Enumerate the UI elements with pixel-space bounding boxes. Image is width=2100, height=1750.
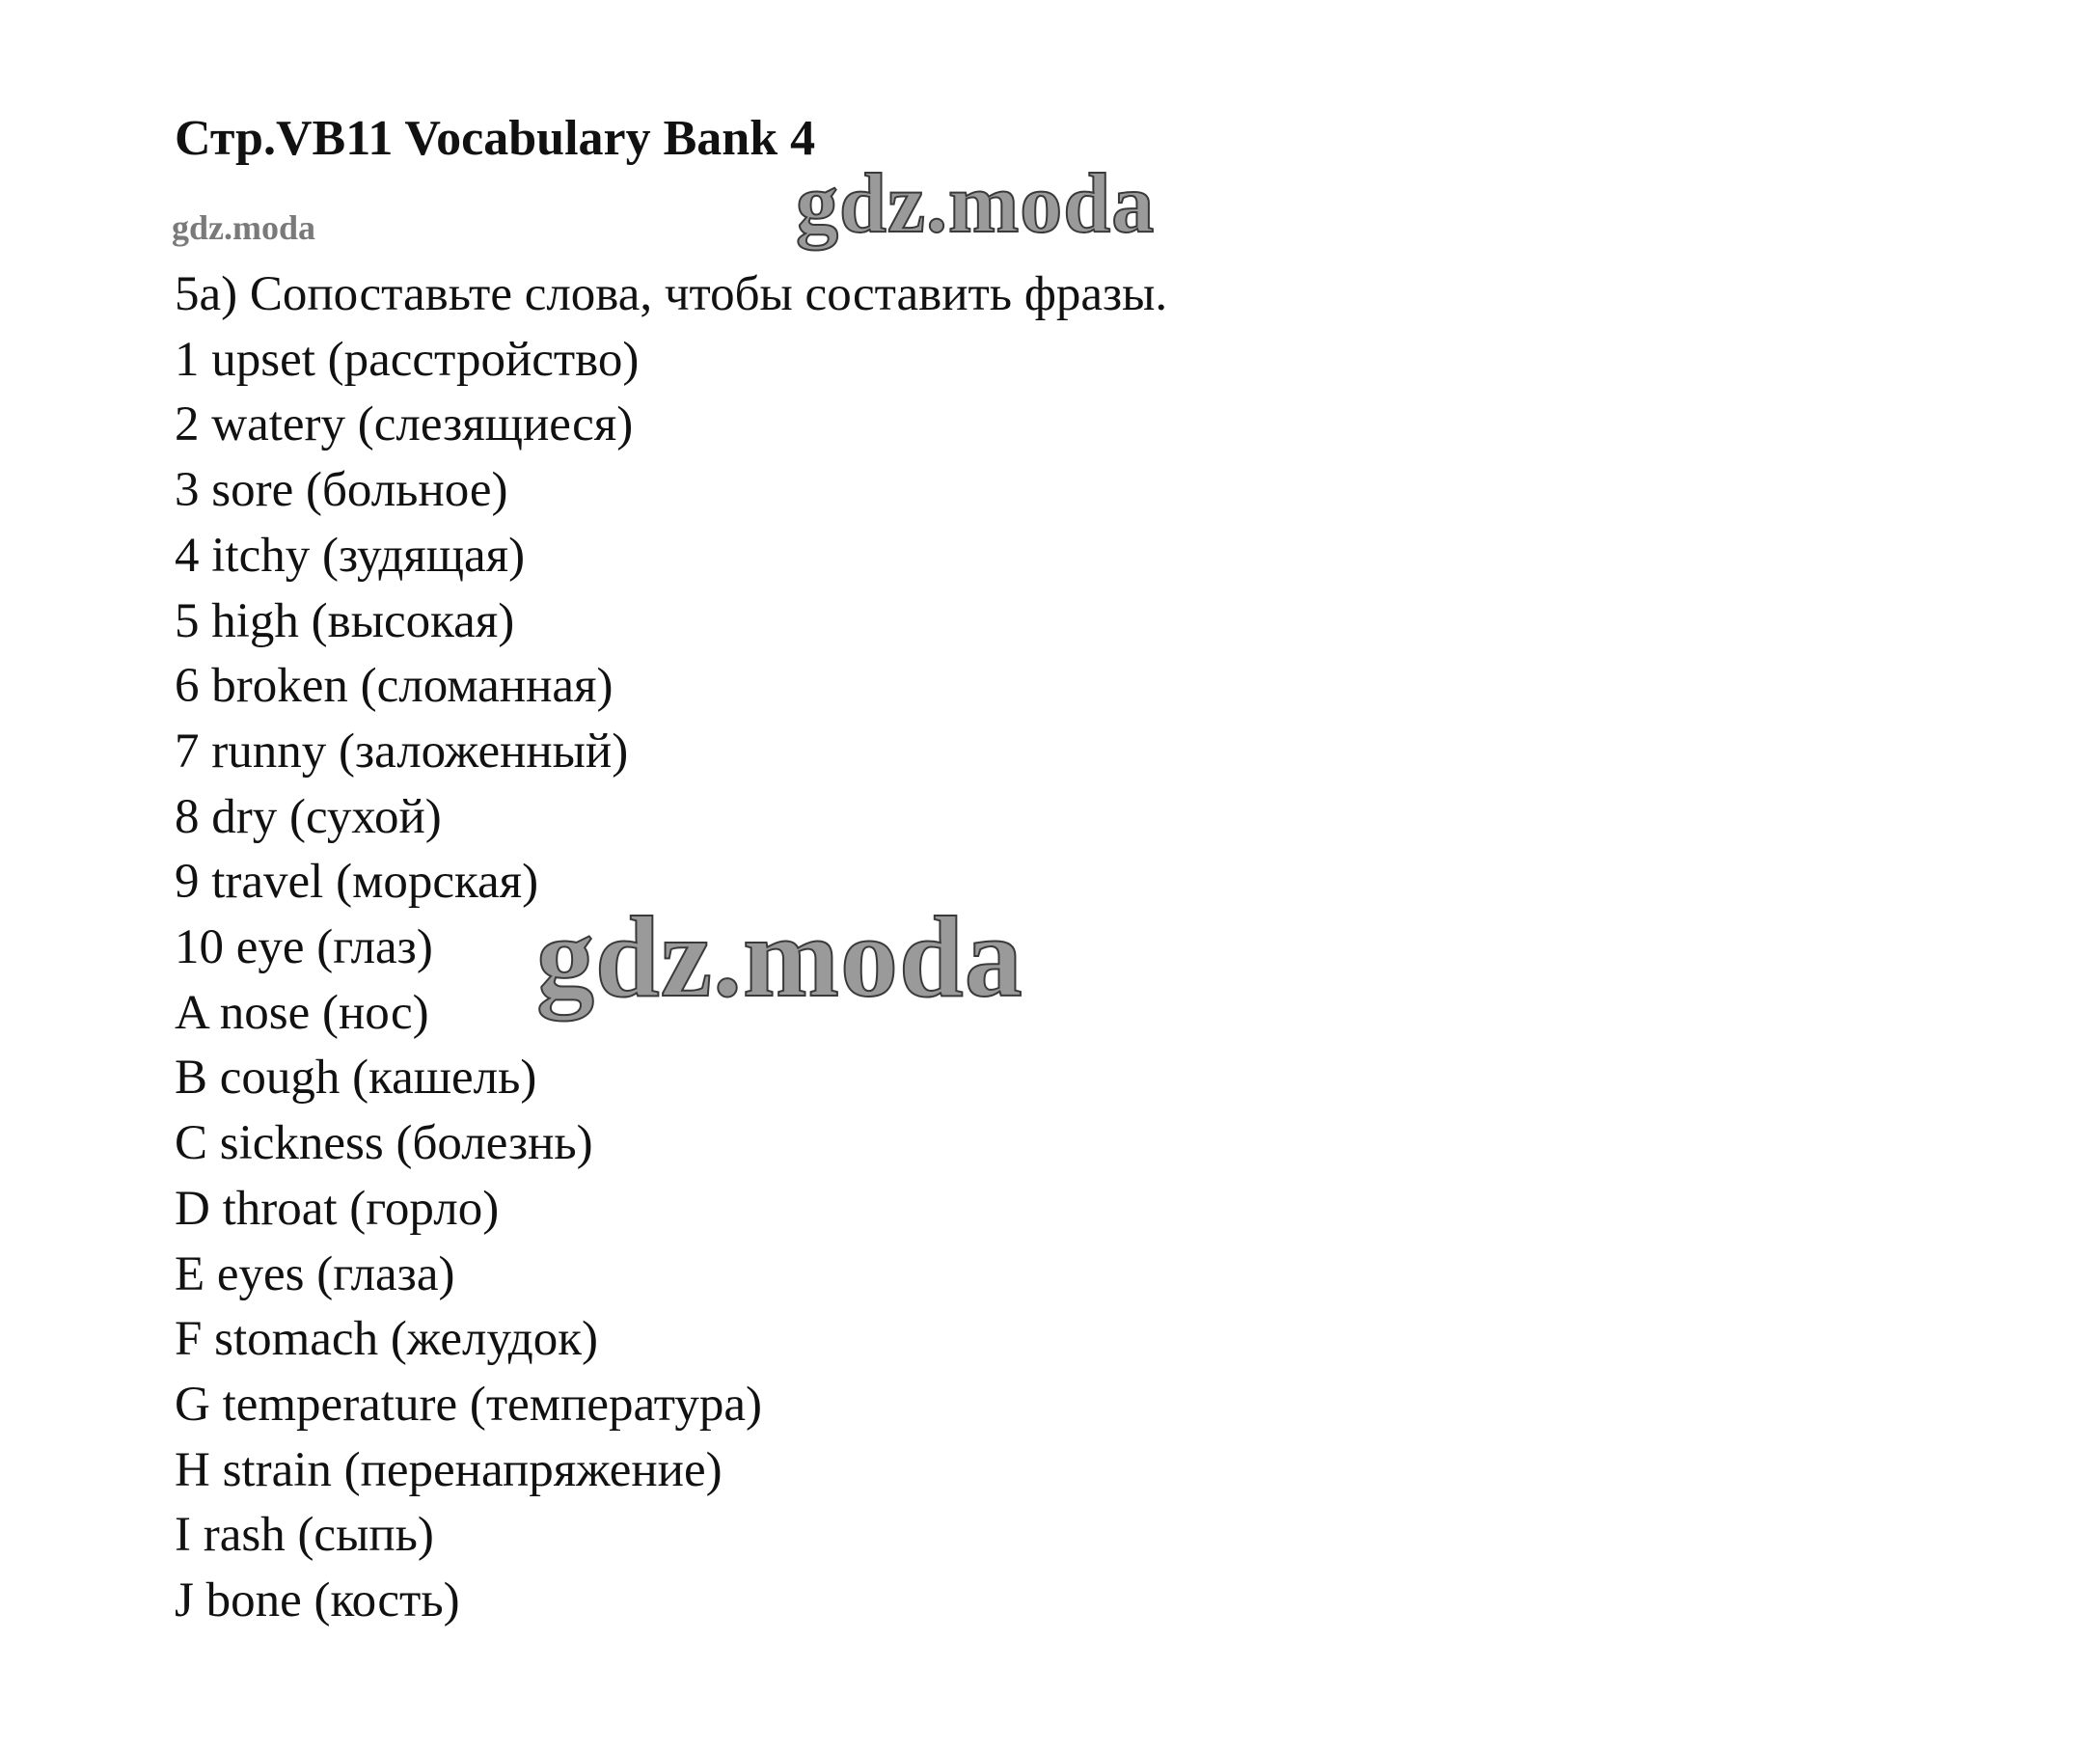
list-item: D throat (горло) xyxy=(175,1181,500,1236)
list-item: 1 upset (расстройство) xyxy=(175,332,640,387)
list-item: 8 dry (сухой) xyxy=(175,789,442,844)
list-item: E eyes (глаза) xyxy=(175,1246,455,1301)
instruction: 5a) Сопоставьте слова, чтобы составить фразы. xyxy=(175,267,1168,321)
list-item: 5 high (высокая) xyxy=(175,593,515,648)
watermark-small: gdz.moda xyxy=(172,208,316,247)
list-item: C sickness (болезнь) xyxy=(175,1116,593,1171)
list-item: H strain (перенапряжение) xyxy=(175,1442,723,1497)
list-item: 7 runny (заложенный) xyxy=(175,724,629,779)
list-item: G temperature (температура) xyxy=(175,1377,763,1432)
list-item: F stomach (желудок) xyxy=(175,1312,598,1367)
list-item: 2 watery (слезящиеся) xyxy=(175,397,634,452)
list-item: 10 eye (глаз) xyxy=(175,920,433,975)
list-item: A nose (нос) xyxy=(175,985,429,1040)
list-item: J bone (кость) xyxy=(175,1573,460,1628)
watermark-top: gdz.moda xyxy=(796,157,1156,251)
list-item: 3 sore (больное) xyxy=(175,463,508,518)
page-title: Стр.VB11 Vocabulary Bank 4 xyxy=(175,111,816,166)
list-item: 4 itchy (зудящая) xyxy=(175,528,526,583)
list-item: 9 travel (морская) xyxy=(175,855,539,910)
list-item: I rash (сыпь) xyxy=(175,1508,434,1563)
watermark-center: gdz.moda xyxy=(536,892,1023,1021)
list-item: 6 broken (сломанная) xyxy=(175,659,614,714)
list-item: B cough (кашель) xyxy=(175,1051,537,1106)
